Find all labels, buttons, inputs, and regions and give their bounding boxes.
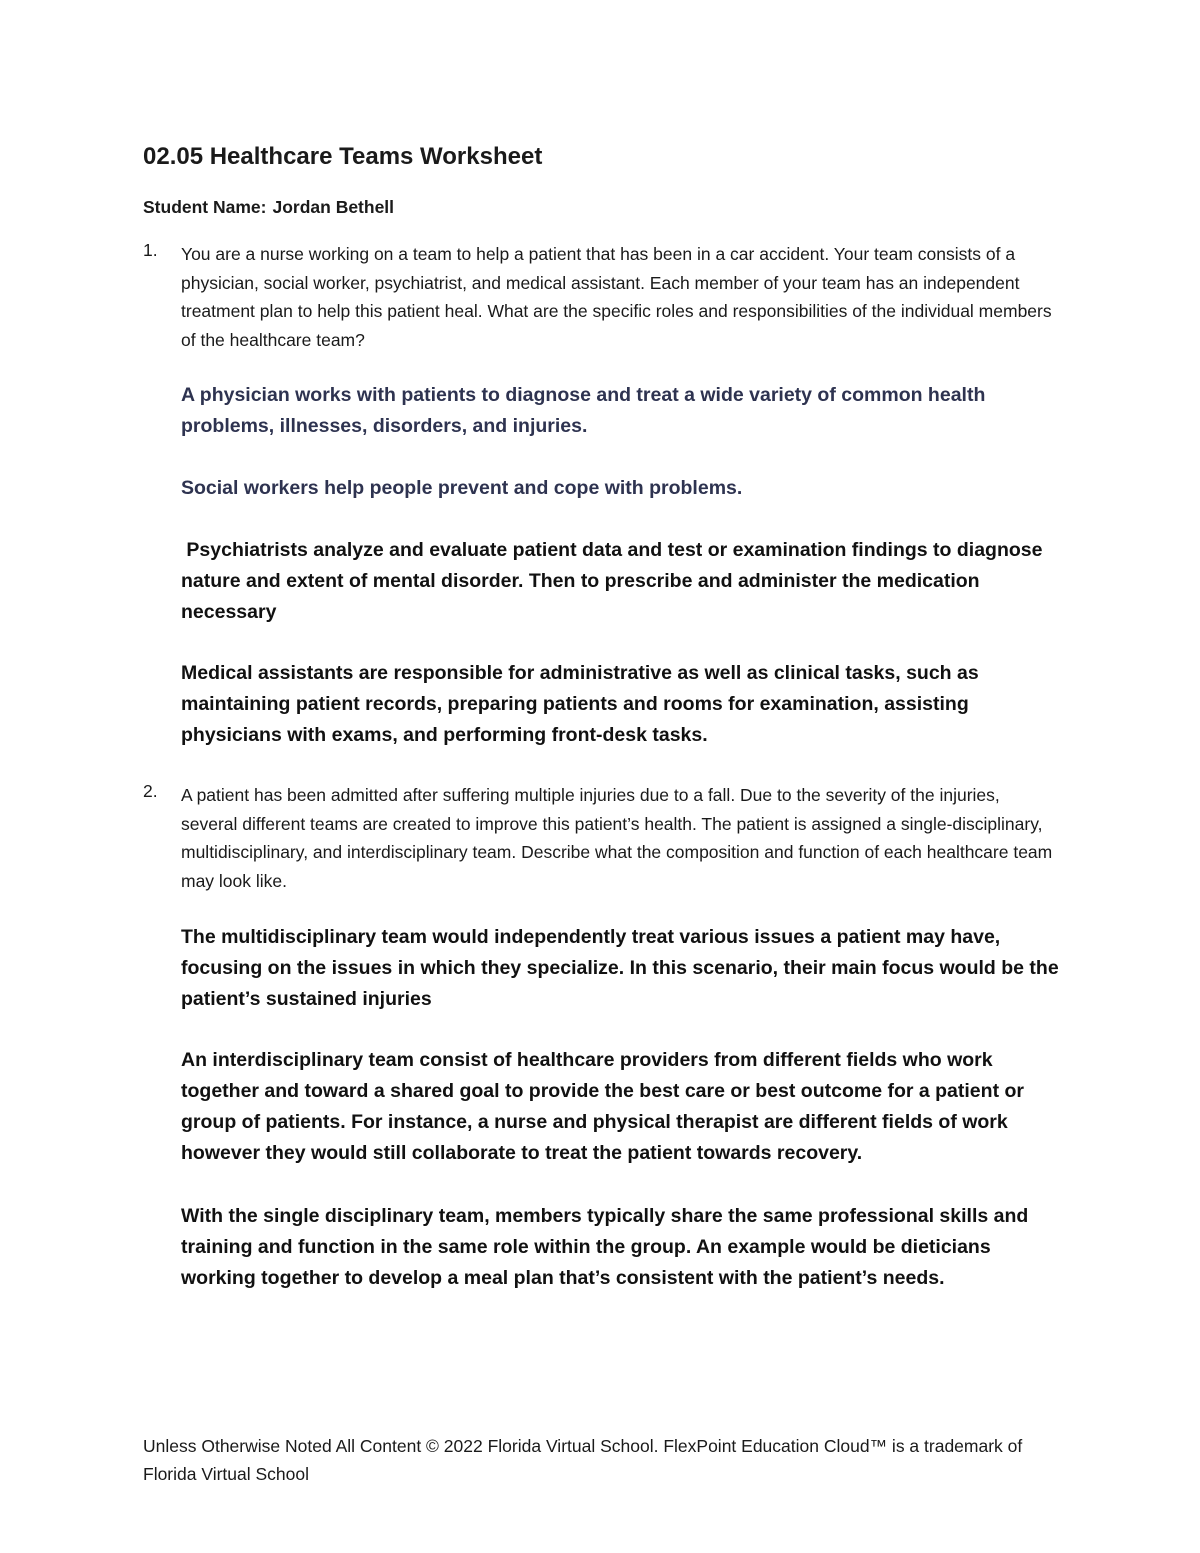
answer-social-worker: Social workers help people prevent and cope with problems. — [181, 477, 743, 499]
answer-medical-assistant: Medical assistants are responsible for administrative as well as clinical tasks, such as maintaining patient records, preparing patients and rooms for examination, assisting physicians with exams, and performing front-desk tasks. — [181, 662, 979, 746]
question-number: 1. — [143, 240, 158, 260]
student-name-label: Student Name: — [143, 197, 267, 217]
copyright-footer: Unless Otherwise Noted All Content © 2022 Florida Virtual School. FlexPoint Education Cloud™ is a trademark of Florida Virtual School — [143, 1436, 1023, 1484]
student-name-line — [143, 197, 394, 218]
answer-multidisciplinary: The multidisciplinary team would independently treat various issues a patient may have, focusing on the issues in which they specialize. In this scenario, their main focus would be the patient’s sustained injuries — [181, 926, 1059, 1010]
question-text: A patient has been admitted after suffering multiple injuries due to a fall. Due to the severity of the injuries, several different teams are created to improve this patient’s health. The patient is assigned a single-disciplinary, multidisciplinary, and interdisciplinary team. Describe what the composition and function of each healthcare team may look like. — [181, 785, 1053, 891]
question-number: 2. — [143, 781, 158, 801]
answer-single-disciplinary: With the single disciplinary team, members typically share the same professional skills and training and function in the same role within the group. An example would be dieticians working together to develop a meal plan that’s consistent with the patient’s needs. — [181, 1205, 1029, 1289]
student-name-value: Jordan Bethell — [272, 197, 395, 217]
page-title: 02.05 Healthcare Teams Worksheet — [143, 143, 543, 170]
answer-physician: A physician works with patients to diagnose and treat a wide variety of common health problems, illnesses, disorders, and injuries. — [181, 384, 986, 437]
question-text: You are a nurse working on a team to help a patient that has been in a car accident. Your team consists of a physician, social worker, psychiatrist, and medical assistant. Each member of your team has an independent treatment plan to help this patient heal. What are the specific roles and responsibilities of the individual members of the healthcare team? — [181, 244, 1052, 350]
answer-psychiatrist: Psychiatrists analyze and evaluate patient data and test or examination findings to diagnose nature and extent of mental disorder. Then to prescribe and administer the medication necessary — [181, 539, 1048, 623]
answer-interdisciplinary: An interdisciplinary team consist of healthcare providers from different fields who work together and toward a shared goal to provide the best care or best outcome for a patient or group of patients. For instance, a nurse and physical therapist are different fields of work however they would still collaborate to treat the patient towards recovery. — [181, 1049, 1024, 1164]
